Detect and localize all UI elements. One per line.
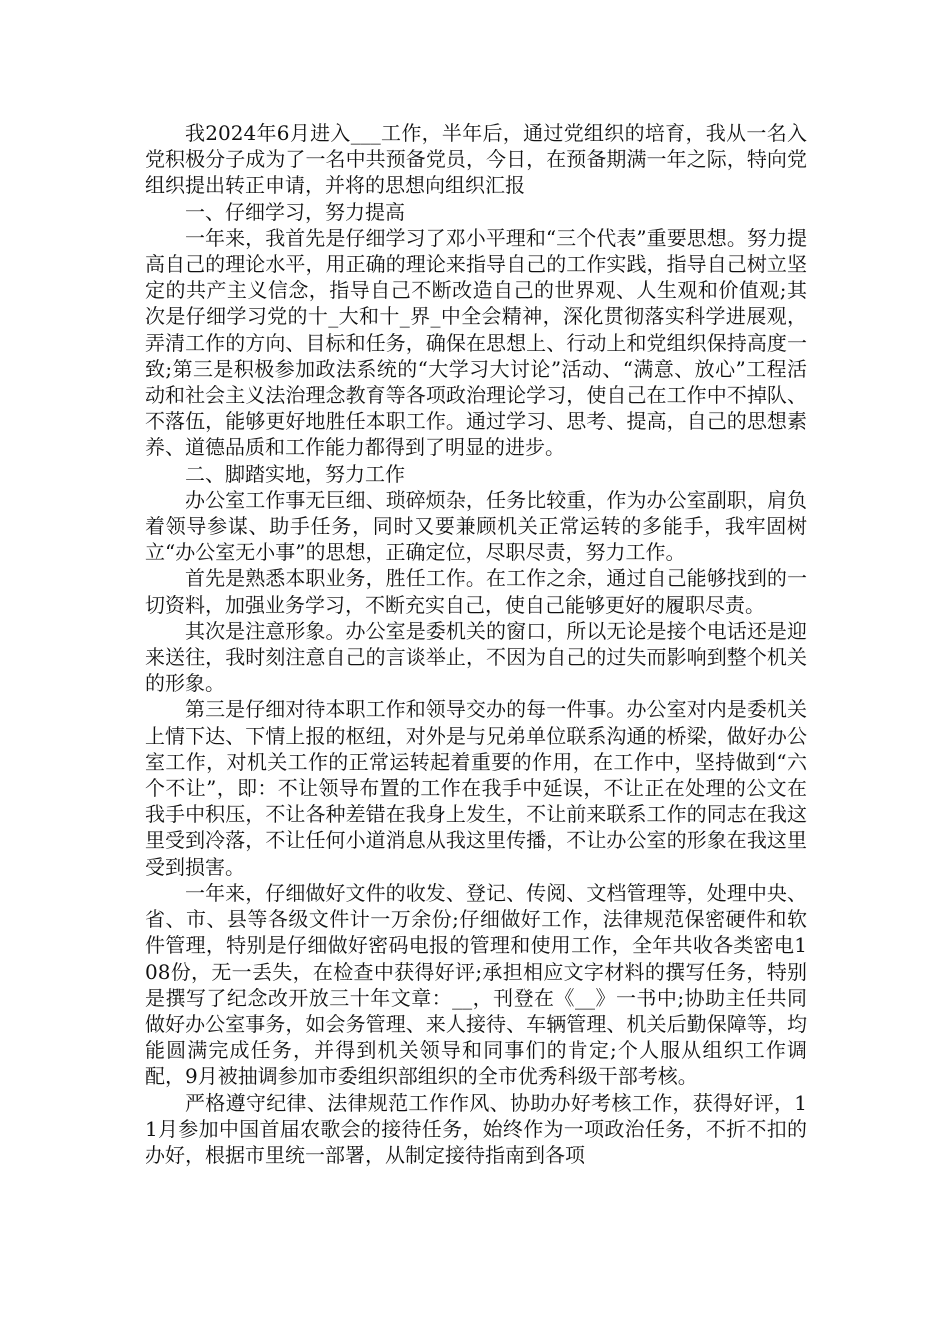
paragraph-intro: 我2024年6月进入___工作，半年后，通过党组织的培育，我从一名入党积极分子成为了一名中共预备党员，今日，在预备期满一年之际，特向党组织提出转正申请，并将的思想向组织汇报 <box>145 121 807 198</box>
paragraph-second-point: 其次是注意形象。办公室是委机关的窗口，所以无论是接个电话还是迎来送往，我时刻注意自己的言谈举止，不因为自己的过失而影响到整个机关的形象。 <box>145 618 807 696</box>
paragraph-office-duties: 办公室工作事无巨细、琐碎烦杂，任务比较重，作为办公室副职，肩负着领导参谋、助手任务，同时又要兼顾机关正常运转的多能手，我牢固树立“办公室无小事”的思想，正确定位，尽职尽责，努力工作。 <box>145 487 807 565</box>
section-heading-study: 一、仔细学习，努力提高 <box>185 199 405 224</box>
paragraph-year-summary: 一年来，仔细做好文件的收发、登记、传阅、文档管理等，处理中央、省、市、县等各级文件计一万余份;仔细做好工作，法律规范保密硬件和软件管理，特别是仔细做好密码电报的管理和使用工作，全年共收各类密电108份，无一丢失，在检查中获得好评;承担相应文字材料的撰写任务，特别是撰写了纪念改开放三十年文章：__，刊登在《__》一书中;协助主任共同做好办公室事务，如会务管理、来人接待、车辆管理、机关后勤保障等，均能圆满完成任务，并得到机关领导和同事们的肯定;个人服从组织工作调配，9月被抽调参加市委组织部组织的全市优秀科级干部考核。 <box>145 880 807 1089</box>
paragraph-third-point: 第三是仔细对待本职工作和领导交办的每一件事。办公室对内是委机关上情下达、下情上报的枢纽，对外是与兄弟单位联系沟通的桥梁，做好办公室工作，对机关工作的正常运转起着重要的作用，在工作中，坚持做到“六个不让”，即：不让领导布置的工作在我手中延误，不让正在处理的公文在我手中积压，不让各种差错在我身上发生，不让前来联系工作的同志在我这里受到冷落，不让任何小道消息从我这里传播，不让办公室的形象在我这里受到损害。 <box>145 697 807 879</box>
paragraph-first-point: 首先是熟悉本职业务，胜任工作。在工作之余，通过自己能够找到的一切资料，加强业务学习，不断充实自己，使自己能够更好的履职尽责。 <box>145 566 807 617</box>
document-body <box>145 120 807 1168</box>
paragraph-study: 一年来，我首先是仔细学习了邓小平理和“三个代表”重要思想。努力提高自己的理论水平，用正确的理论来指导自己的工作实践，指导自己树立坚定的共产主义信念，指导自己不断改造自己的世界观、人生观和价值观;其次是仔细学习党的十_大和十_界_中全会精神，深化贯彻落实科学进展观，弄清工作的方向、目标和任务，确保在思想上、行动上和党组织保持高度一致;第三是积极参加政法系统的“大学习大讨论”活动、“满意、放心”工程活动和社会主义法治理念教育等各项政治理论学习，使自己在工作中不掉队、不落伍，能够更好地胜任本职工作。通过学习、思考、提高，自己的思想素养、道德品质和工作能力都得到了明显的进步。 <box>145 225 807 460</box>
section-heading-work: 二、脚踏实地，努力工作 <box>185 461 405 486</box>
paragraph-discipline: 严格遵守纪律、法律规范工作作风、协助办好考核工作，获得好评，11月参加中国首届农歌会的接待任务，始终作为一项政治任务，不折不扣的办好，根据市里统一部署，从制定接待指南到各项 <box>145 1090 807 1167</box>
